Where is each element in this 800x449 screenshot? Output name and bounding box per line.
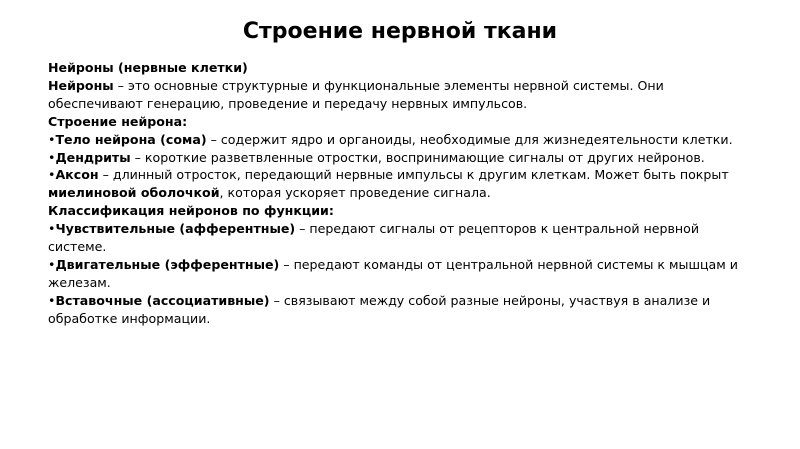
bullet: • [48,292,56,308]
slide-content [48,59,760,328]
bullet: • [48,149,56,165]
bullet: • [48,256,56,272]
section-heading-neurons: Нейроны (нервные клетки) [48,60,248,75]
bullet: • [48,131,56,147]
item-text-2: , которая ускоряет проведение сигнала. [219,185,491,201]
item-text: – содержит ядро и органоиды, необходимые для жизнедеятельности клетки. [206,131,733,147]
item-text: – передают сигналы от рецепторов к центральной нервной системе. [48,221,700,255]
item-term: Аксон [55,167,99,183]
bullet: • [48,221,56,237]
section-heading-classification: Классификация нейронов по функции: [48,203,334,219]
list-item-axon [48,166,760,202]
list-item-dendrites [48,149,760,167]
item-term: Тело нейрона (сома) [55,131,207,147]
definition-text: – это основные структурные и функциональные элементы нервной системы. Они обеспечивают генерацию, проведение и передачу нервных импульсов. [48,77,664,111]
section-heading-structure: Строение нейрона: [48,113,188,129]
item-term: Двигательные (эфферентные) [55,256,280,272]
item-text: – длинный отросток, передающий нервные импульсы к другим клеткам. Может быть покрыт [98,167,729,183]
item-text: – короткие разветвленные отростки, воспринимающие сигналы от других нейронов. [130,149,705,165]
list-item-soma [48,131,760,149]
definition-term: Нейроны [48,77,114,93]
list-item-sensory [48,220,760,256]
slide-title: Строение нервной ткани [242,19,558,44]
item-term: Вставочные (ассоциативные) [55,292,270,308]
item-text: – связывают между собой разные нейроны, участвуя в анализе и обработке информации. [48,292,711,326]
bullet: • [48,167,56,183]
list-item-interneuron [48,292,760,328]
list-item-motor [48,256,760,292]
item-text: – передают команды от центральной нервной системы к мышцам и железам. [48,256,738,290]
neuron-definition [48,77,760,113]
item-term: Дендриты [55,149,131,165]
item-term: Чувствительные (афферентные) [55,221,296,237]
item-term-myelin: миелиновой оболочкой [48,185,220,201]
